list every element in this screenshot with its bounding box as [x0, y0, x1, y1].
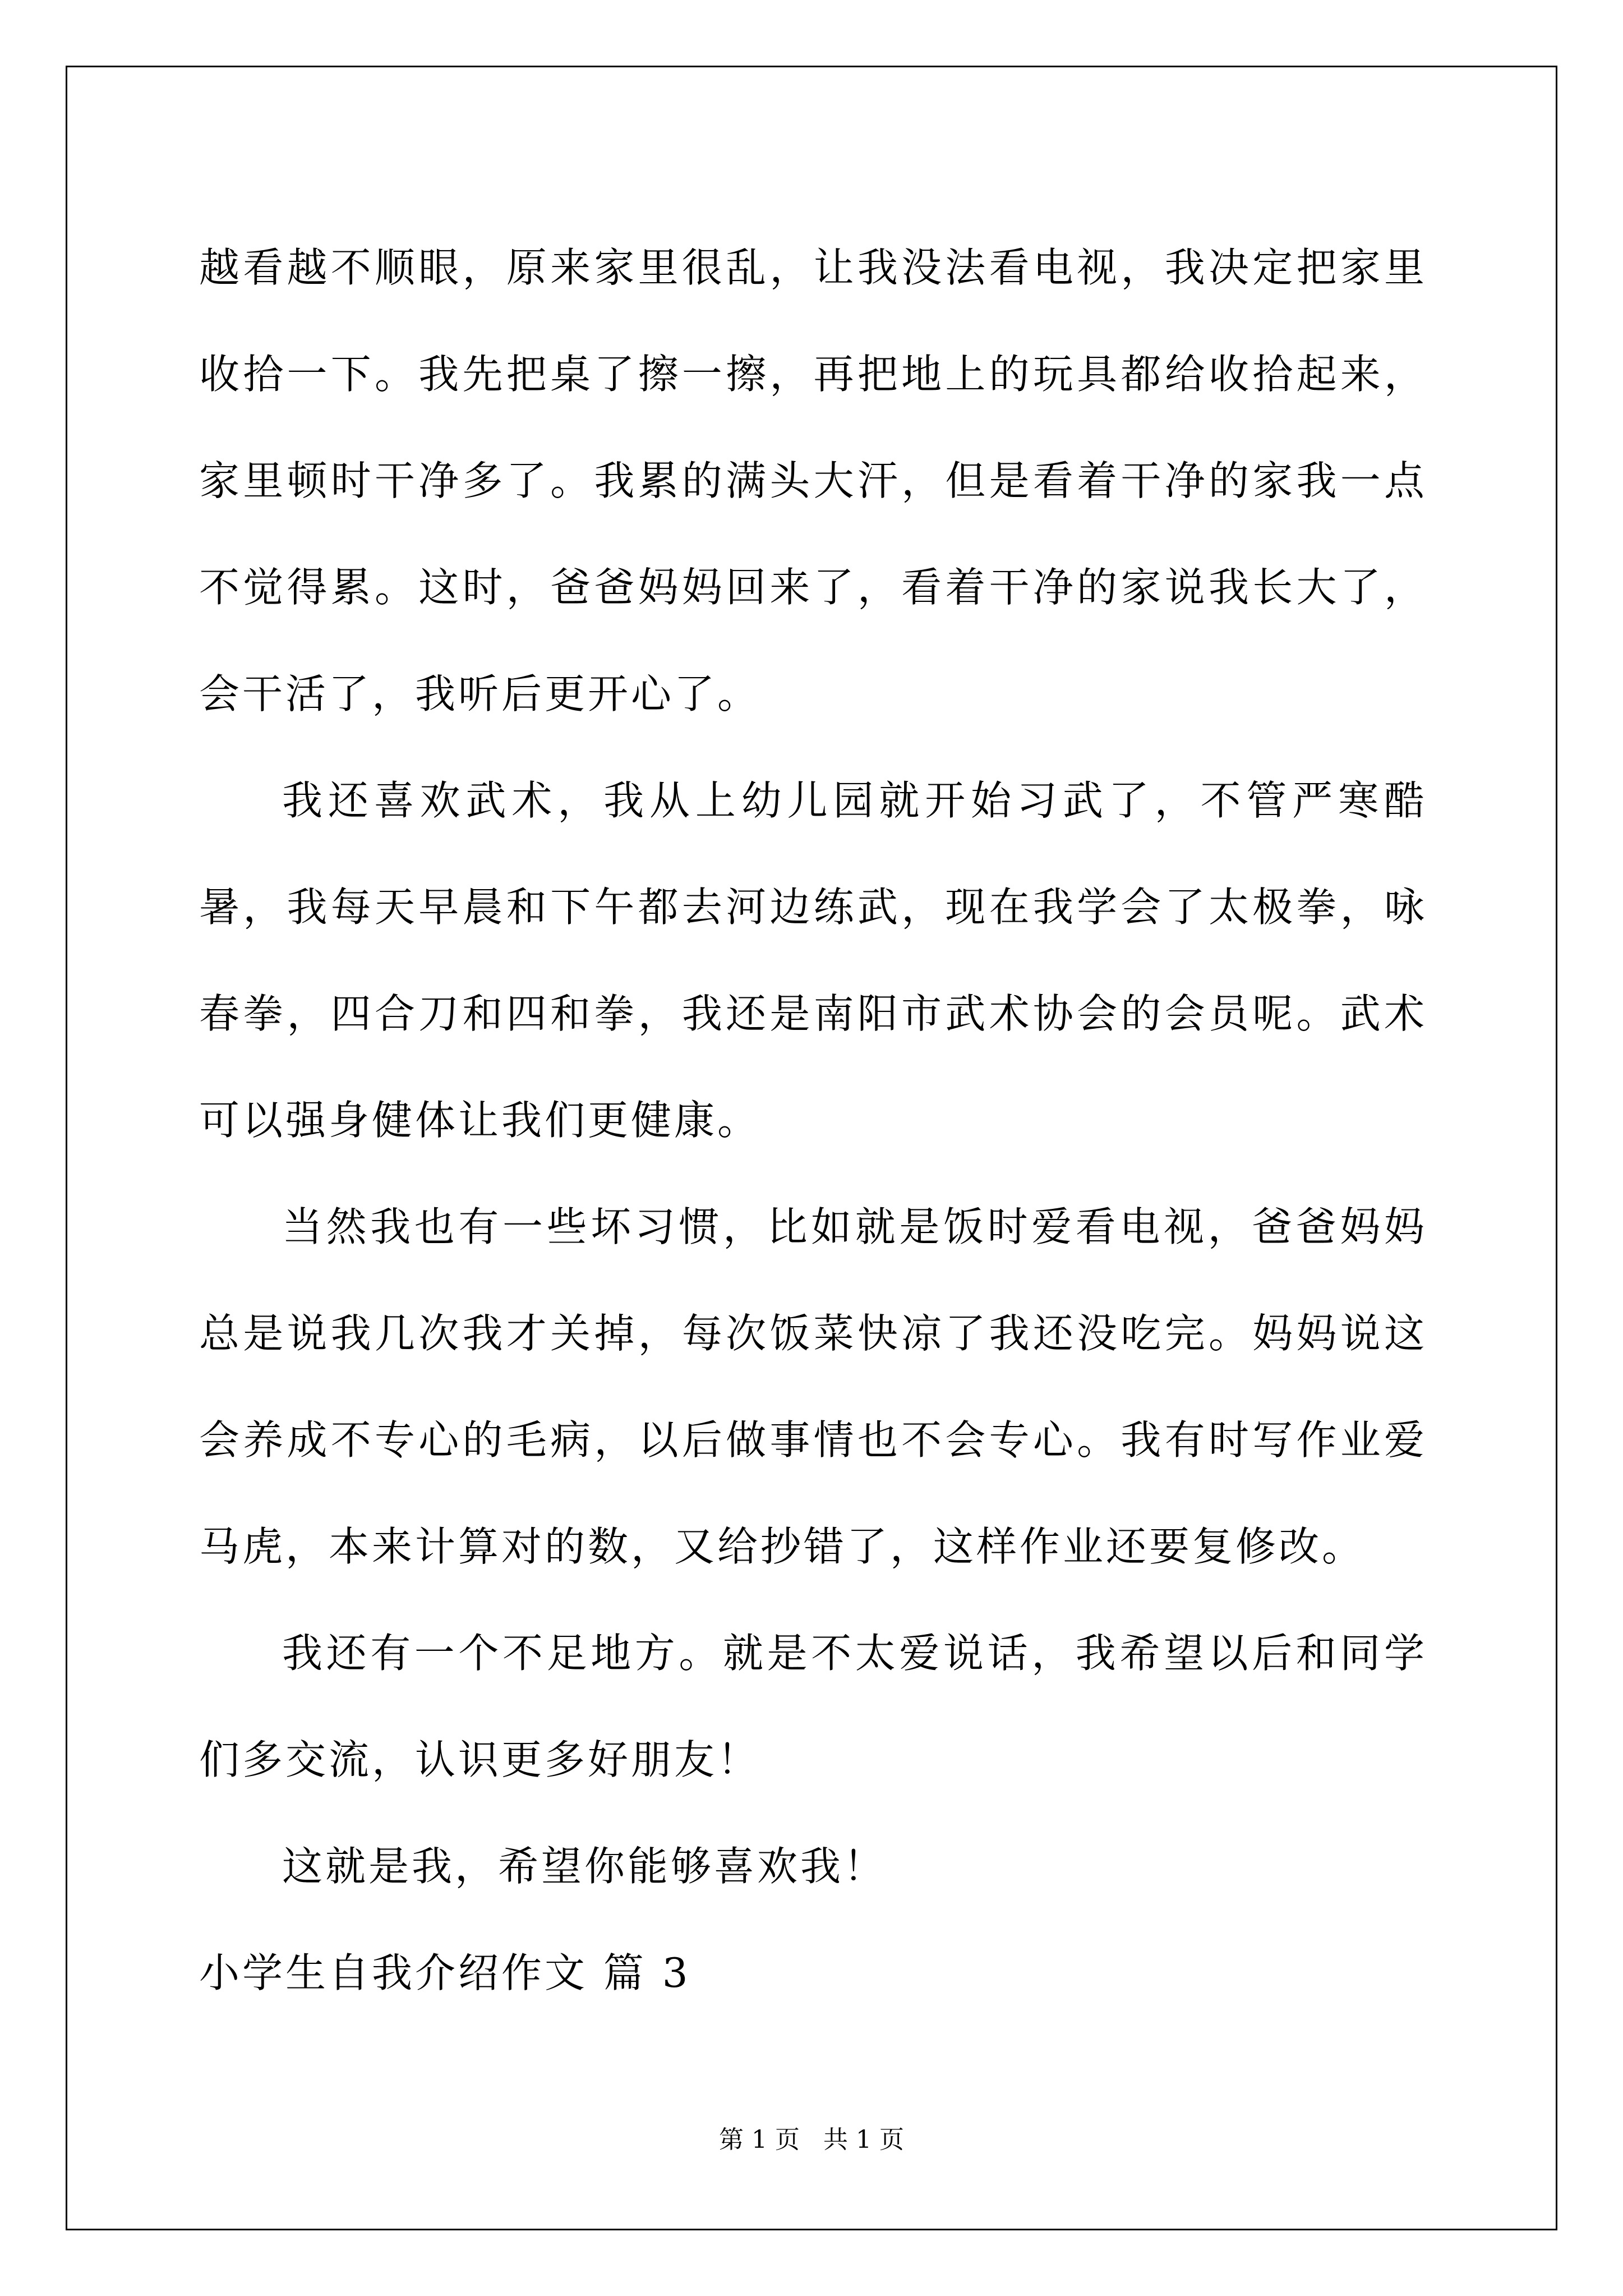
page-number-footer: 第 1 页 共 1 页	[719, 2125, 904, 2154]
paragraph-2: 我还喜欢武术，我从上幼儿园就开始习武了，不管严寒酷暑，我每天早晨和下午都去河边练武，现在我学会了太极拳，咏春拳，四合刀和四和拳，我还是南阳市武术协会的会员呢。武术可以强身健体让我们更健康。	[199, 777, 1427, 1144]
paragraph-4: 我还有一个不足地方。就是不太爱说话，我希望以后和同学们多交流，认识更多好朋友！	[199, 1630, 1427, 1783]
paragraph-5: 这就是我，希望你能够喜欢我！	[282, 1843, 887, 1890]
paragraph-1: 越看越不顺眼，原来家里很乱，让我没法看电视，我决定把家里收拾一下。我先把桌了擦一擦，再把地上的玩具都给收拾起来，家里顿时干净多了。我累的满头大汗，但是看着干净的家我一点不觉得累。这时，爸爸妈妈回来了，看着干净的家说我长大了，会干活了，我听后更开心了。	[199, 244, 1427, 717]
document-body	[199, 214, 1427, 2026]
paragraph-3: 当然我也有一些坏习惯，比如就是饭时爱看电视，爸爸妈妈总是说我几次我才关掉，每次饭菜快凉了我还没吃完。妈妈说这会养成不专心的毛病，以后做事情也不会专心。我有时写作业爱马虎，本来计算对的数，又给抄错了，这样作业还要复修改。	[199, 1203, 1427, 1570]
section-heading: 小学生自我介绍作文 篇 3	[199, 1949, 691, 1996]
